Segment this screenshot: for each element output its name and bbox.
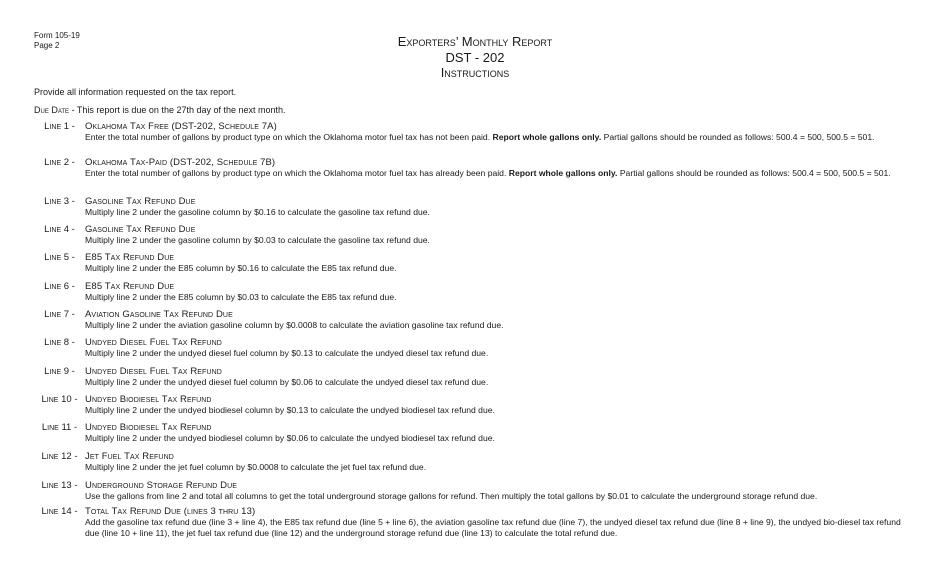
line-number: Line 11 - bbox=[41, 422, 78, 433]
page-number: Page 2 bbox=[34, 40, 60, 50]
line-description bbox=[85, 207, 914, 218]
line-description bbox=[85, 168, 914, 179]
line-body bbox=[85, 451, 914, 473]
report-header bbox=[0, 34, 950, 81]
line-description-text: Enter the total number of gallons by product type on which the Oklahoma motor fuel tax has already been paid. bbox=[85, 168, 509, 178]
instruction-line bbox=[34, 506, 914, 546]
line-title: Undyed Diesel Fuel Tax Refund bbox=[85, 366, 222, 377]
line-title: Gasoline Tax Refund Due bbox=[85, 196, 196, 207]
line-description bbox=[85, 235, 914, 246]
line-title: Oklahoma Tax Free (DST-202, Schedule 7A) bbox=[85, 121, 277, 132]
line-description-text: Multiply line 2 under the gasoline column by $0.03 to calculate the gasoline tax refund due. bbox=[85, 235, 430, 245]
line-description-text: Multiply line 2 under the undyed biodiesel column by $0.06 to calculate the undyed biodiesel tax refund due. bbox=[85, 433, 495, 443]
line-number: Line 8 - bbox=[44, 337, 75, 348]
line-description-text: Multiply line 2 under the E85 column by $0.03 to calculate the E85 tax refund due. bbox=[85, 292, 397, 302]
line-description-text: Multiply line 2 under the aviation gasoline column by $0.0008 to calculate the aviation gasoline tax refund due. bbox=[85, 320, 504, 330]
line-description bbox=[85, 405, 914, 416]
instruction-line bbox=[34, 196, 914, 224]
line-title: Aviation Gasoline Tax Refund Due bbox=[85, 309, 233, 320]
line-number: Line 1 - bbox=[44, 121, 75, 132]
instruction-line bbox=[34, 451, 914, 480]
line-description bbox=[85, 132, 914, 143]
line-number: Line 9 - bbox=[44, 366, 75, 377]
line-title: Oklahoma Tax-Paid (DST-202, Schedule 7B) bbox=[85, 157, 276, 168]
instruction-line bbox=[34, 281, 914, 309]
line-number: Line 7 - bbox=[44, 309, 75, 320]
line-title: Total Tax Refund Due (lines 3 thru 13) bbox=[85, 506, 256, 517]
instruction-line bbox=[34, 366, 914, 394]
line-description bbox=[85, 433, 914, 444]
line-body bbox=[85, 196, 914, 218]
instruction-line bbox=[34, 394, 914, 422]
line-description bbox=[85, 462, 914, 473]
line-description bbox=[85, 377, 914, 388]
instruction-line bbox=[34, 337, 914, 366]
line-number: Line 10 - bbox=[41, 394, 78, 405]
line-description-text: Enter the total number of gallons by product type on which the Oklahoma motor fuel tax has not been paid. bbox=[85, 132, 493, 142]
line-body bbox=[85, 309, 914, 331]
instruction-line bbox=[34, 309, 914, 337]
line-body bbox=[85, 366, 914, 388]
line-description-text: Multiply line 2 under the gasoline column by $0.16 to calculate the gasoline tax refund due. bbox=[85, 207, 430, 217]
line-description bbox=[85, 491, 914, 502]
due-date bbox=[34, 105, 286, 115]
line-body bbox=[85, 157, 914, 179]
instruction-line bbox=[34, 480, 914, 506]
line-body bbox=[85, 506, 914, 539]
line-title: Undyed Diesel Fuel Tax Refund bbox=[85, 337, 222, 348]
line-title: Undyed Biodiesel Tax Refund bbox=[85, 422, 212, 433]
line-title: E85 Tax Refund Due bbox=[85, 281, 175, 292]
line-title: Jet Fuel Tax Refund bbox=[85, 451, 174, 462]
line-description-text: Multiply line 2 under the E85 column by $0.16 to calculate the E85 tax refund due. bbox=[85, 263, 397, 273]
line-number: Line 4 - bbox=[44, 224, 75, 235]
line-body bbox=[85, 337, 914, 359]
line-number: Line 14 - bbox=[41, 506, 78, 517]
line-body bbox=[85, 281, 914, 303]
line-description-text-after: Partial gallons should be rounded as follows: 500.4 = 500, 500.5 = 501. bbox=[601, 132, 875, 142]
line-number: Line 2 - bbox=[44, 157, 75, 168]
line-description bbox=[85, 517, 914, 539]
line-description-text-after: Partial gallons should be rounded as follows: 500.4 = 500, 500.5 = 501. bbox=[617, 168, 891, 178]
line-title: E85 Tax Refund Due bbox=[85, 252, 175, 263]
line-description bbox=[85, 320, 914, 331]
line-description bbox=[85, 263, 914, 274]
line-body bbox=[85, 121, 914, 143]
line-description-text: Use the gallons from line 2 and total all columns to get the total underground storage gallons for refund. Then multiply the total gallons by $0.01 to calculate the underground storage refund due. bbox=[85, 491, 818, 501]
line-title: Gasoline Tax Refund Due bbox=[85, 224, 196, 235]
line-description-text: Add the gasoline tax refund due (line 3 + line 4), the E85 tax refund due (line 5 + line 6), the aviation gasoline tax refund due (line 7), the undyed diesel tax refund due (line 8 + line 9), the undyed bio-diesel tax refund due (line 10 + line 11), the jet fuel tax refund due (line 12) and the underground storage refund due (line 13) to calculate the total refund due. bbox=[85, 517, 901, 538]
instruction-line bbox=[34, 224, 914, 252]
line-number: Line 12 - bbox=[41, 451, 78, 462]
form-number: Form 105-19 bbox=[34, 31, 80, 40]
instruction-line bbox=[34, 157, 914, 196]
line-number: Line 13 - bbox=[41, 480, 78, 491]
line-body bbox=[85, 422, 914, 444]
line-description-emphasis: Report whole gallons only. bbox=[508, 168, 618, 178]
line-description-text: Multiply line 2 under the undyed biodiesel column by $0.13 to calculate the undyed biodiesel tax refund due. bbox=[85, 405, 495, 415]
instruction-line bbox=[34, 252, 914, 281]
line-title: Undyed Biodiesel Tax Refund bbox=[85, 394, 212, 405]
instruction-line bbox=[34, 422, 914, 451]
line-description bbox=[85, 292, 914, 303]
line-description-text: Multiply line 2 under the undyed diesel fuel column by $0.06 to calculate the undyed diesel tax refund due. bbox=[85, 377, 489, 387]
due-date-text: - This report is due on the 27th day of the next month. bbox=[69, 105, 286, 115]
line-body bbox=[85, 480, 914, 502]
line-description-text: Multiply line 2 under the jet fuel column by $0.0008 to calculate the jet fuel tax refund due. bbox=[85, 462, 427, 472]
line-number: Line 5 - bbox=[44, 252, 75, 263]
instruction-line bbox=[34, 121, 914, 157]
report-subtitle: Instructions bbox=[440, 65, 510, 80]
intro-text: Provide all information requested on the tax report. bbox=[34, 87, 237, 97]
report-title: Exporters’ Monthly Report bbox=[397, 34, 553, 49]
line-body bbox=[85, 252, 914, 274]
line-description-text: Multiply line 2 under the undyed diesel fuel column by $0.13 to calculate the undyed diesel tax refund due. bbox=[85, 348, 489, 358]
line-description-emphasis: Report whole gallons only. bbox=[492, 132, 602, 142]
line-body bbox=[85, 394, 914, 416]
report-code: DST - 202 bbox=[445, 49, 505, 65]
line-body bbox=[85, 224, 914, 246]
line-title: Underground Storage Refund Due bbox=[85, 480, 238, 491]
instruction-lines bbox=[34, 121, 914, 546]
line-description bbox=[85, 348, 914, 359]
line-number: Line 3 - bbox=[44, 196, 75, 207]
due-date-label: Due Date bbox=[34, 105, 70, 115]
line-number: Line 6 - bbox=[44, 281, 75, 292]
